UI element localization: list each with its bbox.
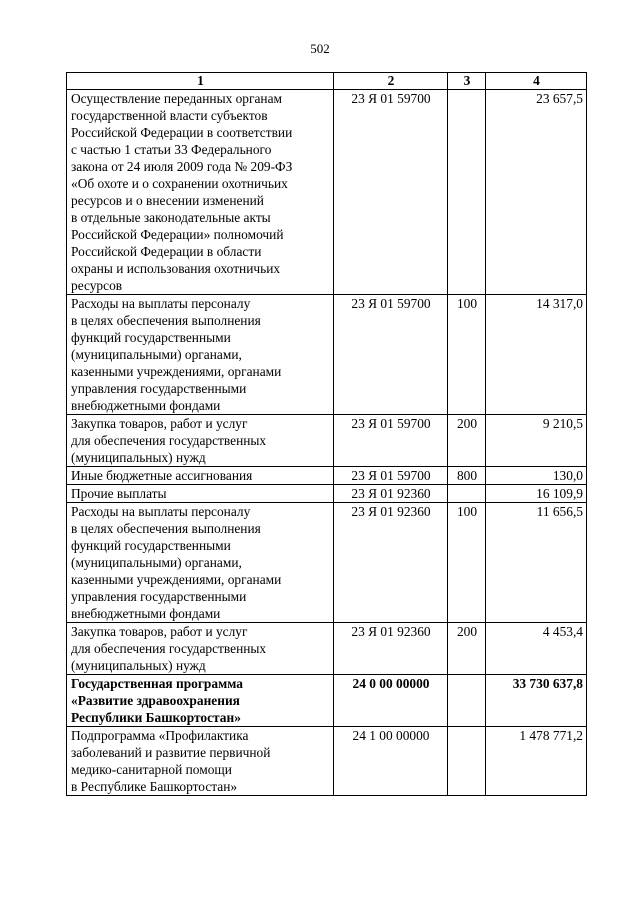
row-name-cell: Иные бюджетные ассигнования [67,467,334,485]
row-code-cell: 23 Я 01 59700 [334,295,448,415]
table-row [67,485,587,503]
row-code-cell: 23 Я 01 59700 [334,415,448,467]
row-name-cell: Подпрограмма «Профилактика заболеваний и развитие первичной медико-санитарной помощи в Республике Башкортостан» [67,727,334,796]
row-name-cell: Закупка товаров, работ и услуг для обеспечения государственных (муниципальных) нужд [67,623,334,675]
row-code-cell: 23 Я 01 92360 [334,623,448,675]
row-vr-cell: 100 [448,503,486,623]
table-row [67,727,587,796]
row-amount-cell: 16 109,9 [486,485,587,503]
row-amount-cell: 130,0 [486,467,587,485]
table-row [67,415,587,467]
row-code-cell: 24 1 00 00000 [334,727,448,796]
row-name-cell: Осуществление переданных органам государственной власти субъектов Российской Федерации в соответствии с частью 1 статьи 33 Федерального закона от 24 июля 2009 года № 209-ФЗ «Об охоте и о сохранении охотничьих ресурсов и о внесении изменений в отдельные законодательные акты Российской Федерации» полномочий Российской Федерации в области охраны и использования охотничьих ресурсов [67,90,334,295]
table-row [67,675,587,727]
column-header-amount: 4 [486,73,587,90]
row-name-cell: Расходы на выплаты персоналу в целях обеспечения выполнения функций государственными (муниципальными) органами, казенными учреждениями, органами управления государственными внебюджетными фондами [67,295,334,415]
table-row [67,295,587,415]
row-vr-cell [448,485,486,503]
row-code-cell: 23 Я 01 59700 [334,467,448,485]
row-amount-cell: 23 657,5 [486,90,587,295]
table-row [67,90,587,295]
row-amount-cell: 9 210,5 [486,415,587,467]
row-amount-cell: 11 656,5 [486,503,587,623]
row-vr-cell [448,675,486,727]
table-row [67,503,587,623]
budget-table [66,72,587,796]
table-row [67,467,587,485]
row-vr-cell: 100 [448,295,486,415]
row-name-cell: Расходы на выплаты персоналу в целях обеспечения выполнения функций государственными (муниципальными) органами, казенными учреждениями, органами управления государственными внебюджетными фондами [67,503,334,623]
row-code-cell: 23 Я 01 59700 [334,90,448,295]
row-amount-cell: 1 478 771,2 [486,727,587,796]
row-amount-cell: 14 317,0 [486,295,587,415]
row-name-cell: Прочие выплаты [67,485,334,503]
row-vr-cell: 800 [448,467,486,485]
row-code-cell: 23 Я 01 92360 [334,485,448,503]
row-vr-cell: 200 [448,623,486,675]
table-body [67,90,587,796]
row-name-cell: Закупка товаров, работ и услуг для обеспечения государственных (муниципальных) нужд [67,415,334,467]
column-header-code: 2 [334,73,448,90]
row-amount-cell: 33 730 637,8 [486,675,587,727]
row-name-cell: Государственная программа «Развитие здравоохранения Республики Башкортостан» [67,675,334,727]
row-vr-cell: 200 [448,415,486,467]
row-code-cell: 23 Я 01 92360 [334,503,448,623]
column-header-name: 1 [67,73,334,90]
row-vr-cell [448,727,486,796]
table-header-row [67,73,587,90]
row-code-cell: 24 0 00 00000 [334,675,448,727]
row-amount-cell: 4 453,4 [486,623,587,675]
table-row [67,623,587,675]
row-vr-cell [448,90,486,295]
column-header-vr: 3 [448,73,486,90]
page-number: 502 [310,41,330,56]
